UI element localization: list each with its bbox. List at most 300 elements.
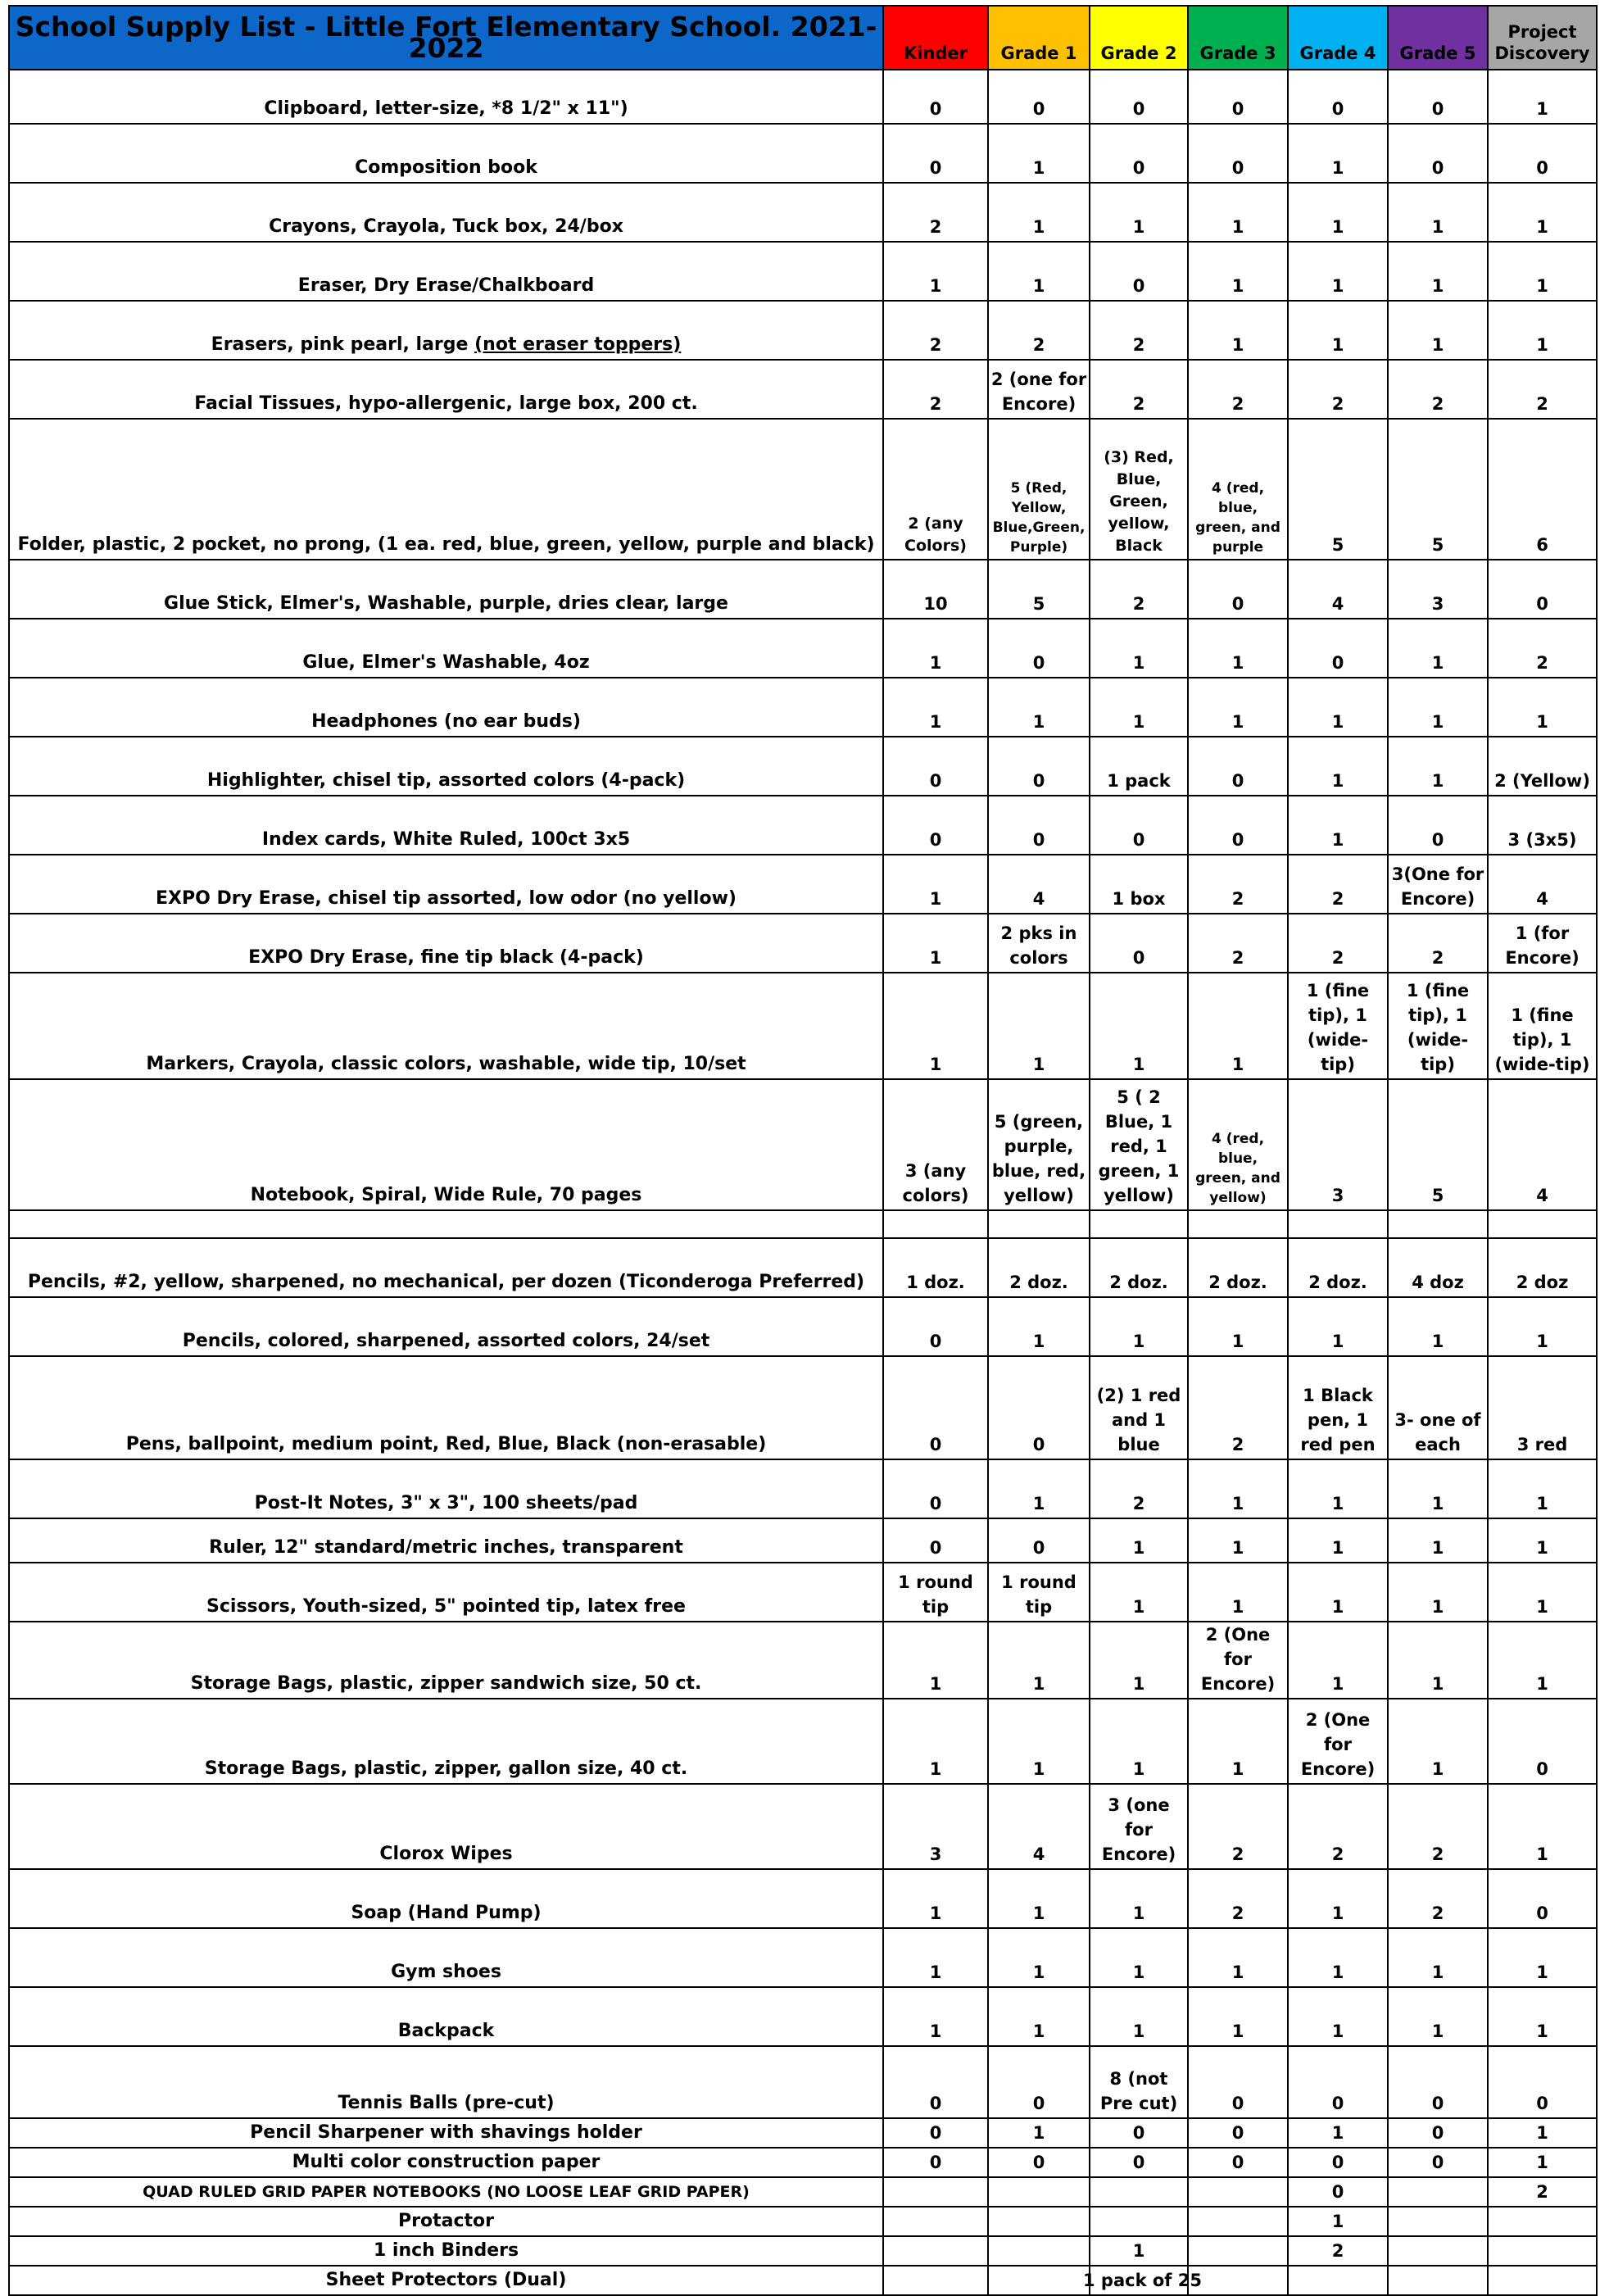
table-row xyxy=(9,360,1597,419)
item-name-text: Post-It Notes, 3" x 3", 100 sheets/pad xyxy=(254,1493,638,1513)
item-name-text: Highlighter, chisel tip, assorted colors (4-pack) xyxy=(206,770,686,791)
quantity-cell: 1 xyxy=(1388,1563,1488,1622)
item-name xyxy=(9,2118,883,2148)
item-name xyxy=(9,1699,883,1784)
quantity-cell: 1 xyxy=(1388,301,1488,360)
quantity-cell: 1 xyxy=(883,678,988,737)
quantity-cell: 2 xyxy=(1188,914,1288,973)
quantity-cell: 1 xyxy=(883,973,988,1079)
quantity-cell: 2 xyxy=(988,301,1090,360)
quantity-cell: 0 xyxy=(1188,796,1288,855)
quantity-cell: 0 xyxy=(1188,2118,1288,2148)
quantity-cell: 2 doz. xyxy=(1288,1238,1388,1297)
quantity-cell: 2 (any Colors) xyxy=(883,419,988,560)
item-name-text: 1 inch Binders xyxy=(373,2240,519,2261)
quantity-cell: 1 xyxy=(1488,1518,1597,1563)
quantity-cell: 1 xyxy=(1288,183,1388,242)
quantity-cell: 1 xyxy=(1288,2207,1388,2236)
quantity-cell: 5 xyxy=(1388,1079,1488,1210)
item-name-text: Pencils, #2, yellow, sharpened, no mechanical, per dozen (Ticonderoga Preferred) xyxy=(27,1272,865,1292)
quantity-cell: 1 xyxy=(1288,301,1388,360)
quantity-cell: 3 xyxy=(883,1784,988,1869)
quantity-cell: (2) 1 red and 1 blue xyxy=(1090,1356,1188,1459)
quantity-cell: 1 xyxy=(1388,1699,1488,1784)
item-name-text: Facial Tissues, hypo-allergenic, large box, 200 ct. xyxy=(194,393,698,414)
item-name xyxy=(9,1987,883,2046)
quantity-cell: 1 xyxy=(1388,1297,1488,1356)
quantity-cell: 2 xyxy=(1288,914,1388,973)
item-name xyxy=(9,2207,883,2236)
quantity-cell: 1 xyxy=(1090,1622,1188,1699)
supply-table xyxy=(8,5,1598,2296)
quantity-cell: 1 xyxy=(1288,737,1388,796)
quantity-cell: 1 xyxy=(883,1987,988,2046)
item-name-text: Ruler, 12" standard/metric inches, transparent xyxy=(209,1537,683,1558)
item-name xyxy=(9,301,883,360)
quantity-cell: 1 xyxy=(1488,1784,1597,1869)
item-name xyxy=(9,855,883,914)
quantity-cell: 1 xyxy=(1188,1518,1288,1563)
item-name-text: Folder, plastic, 2 pocket, no prong, (1 ea. red, blue, green, yellow, purple and black) xyxy=(17,534,875,555)
quantity-cell: 1 xyxy=(1288,1987,1388,2046)
quantity-cell: 1 xyxy=(1388,1518,1488,1563)
item-name-text: Pencils, colored, sharpened, assorted colors, 24/set xyxy=(182,1331,710,1351)
quantity-cell: 0 xyxy=(1388,124,1488,183)
quantity-cell: 1 xyxy=(1388,242,1488,301)
quantity-cell: 1 xyxy=(1388,1459,1488,1518)
quantity-cell: 1 xyxy=(1288,242,1388,301)
quantity-cell: 10 xyxy=(883,560,988,619)
item-name xyxy=(9,70,883,124)
col-header-grade-4: Grade 4 xyxy=(1288,6,1388,70)
item-name-text: Multi color construction paper xyxy=(292,2152,601,2172)
item-name-text: Scissors, Youth-sized, 5" pointed tip, latex free xyxy=(206,1596,686,1617)
quantity-cell: 1 xyxy=(988,1699,1090,1784)
table-row xyxy=(9,973,1597,1079)
table-row xyxy=(9,1210,1597,1238)
quantity-cell: 2 xyxy=(1388,360,1488,419)
quantity-cell: 1 xyxy=(1488,678,1597,737)
quantity-cell xyxy=(1090,1210,1188,1238)
item-name-text: Markers, Crayola, classic colors, washable, wide tip, 10/set xyxy=(146,1054,746,1074)
quantity-cell: 2 xyxy=(1090,360,1188,419)
quantity-cell: 2 xyxy=(1288,2236,1388,2266)
col-header-grade-3: Grade 3 xyxy=(1188,6,1288,70)
quantity-cell: 0 xyxy=(1090,796,1188,855)
item-name-text: Eraser, Dry Erase/Chalkboard xyxy=(297,275,595,296)
quantity-cell: 1 xyxy=(988,1622,1090,1699)
quantity-cell: 2 xyxy=(1488,360,1597,419)
item-name xyxy=(9,619,883,678)
item-name xyxy=(9,973,883,1079)
item-name-text: Clipboard, letter-size, *8 1/2" x 11") xyxy=(264,98,628,119)
quantity-cell: 2 (Yellow) xyxy=(1488,737,1597,796)
table-row xyxy=(9,560,1597,619)
quantity-cell: 0 xyxy=(1288,70,1388,124)
table-row xyxy=(9,1356,1597,1459)
quantity-cell: 1 xyxy=(1288,1928,1388,1987)
quantity-cell: 0 xyxy=(1188,737,1288,796)
quantity-cell: 3 xyxy=(1288,1079,1388,1210)
quantity-cell: 0 xyxy=(1288,2148,1388,2177)
quantity-cell: 1 xyxy=(988,1459,1090,1518)
quantity-cell: 2 xyxy=(1090,1459,1188,1518)
quantity-cell: 2 xyxy=(883,301,988,360)
quantity-cell: 0 xyxy=(1090,242,1188,301)
quantity-cell: 1 doz. xyxy=(883,1238,988,1297)
item-name xyxy=(9,2266,883,2295)
table-row xyxy=(9,1622,1597,1699)
quantity-cell: 2 (One for Encore) xyxy=(1188,1622,1288,1699)
item-name xyxy=(9,2177,883,2207)
quantity-cell: 4 xyxy=(988,1784,1090,1869)
quantity-cell: 1 xyxy=(1388,1987,1488,2046)
table-row xyxy=(9,2236,1597,2266)
item-name xyxy=(9,737,883,796)
quantity-cell: 0 xyxy=(1488,1699,1597,1784)
item-name xyxy=(9,2236,883,2266)
table-row xyxy=(9,855,1597,914)
quantity-cell xyxy=(988,2236,1090,2266)
quantity-cell: 1 xyxy=(883,855,988,914)
quantity-cell: 1 xyxy=(1188,1699,1288,1784)
table-row xyxy=(9,2266,1597,2295)
table-row xyxy=(9,1459,1597,1518)
quantity-cell: 0 xyxy=(1388,796,1488,855)
table-row xyxy=(9,1699,1597,1784)
quantity-cell: 5 (Red, Yellow, Blue,Green, Purple) xyxy=(988,419,1090,560)
quantity-cell: 1 xyxy=(1188,183,1288,242)
quantity-cell: 2 doz. xyxy=(1090,1238,1188,1297)
quantity-cell: 0 xyxy=(883,1297,988,1356)
quantity-cell xyxy=(1188,2177,1288,2207)
quantity-cell: 1 pack xyxy=(1090,737,1188,796)
table-row xyxy=(9,183,1597,242)
quantity-cell xyxy=(988,2207,1090,2236)
quantity-cell: 1 xyxy=(883,242,988,301)
quantity-cell: 0 xyxy=(1188,2148,1288,2177)
quantity-cell: 1 xyxy=(1488,1622,1597,1699)
quantity-cell xyxy=(883,2236,988,2266)
item-name-note: (not eraser toppers) xyxy=(474,334,682,355)
quantity-cell: 0 xyxy=(1388,2148,1488,2177)
quantity-cell: 1 xyxy=(1288,1459,1388,1518)
quantity-cell xyxy=(1090,2207,1188,2236)
sheet-protectors-note: 1 pack of 25 xyxy=(1083,2271,1202,2290)
quantity-cell: 0 xyxy=(883,2148,988,2177)
quantity-cell: 0 xyxy=(1388,2046,1488,2118)
quantity-cell: 2 xyxy=(1188,1784,1288,1869)
quantity-cell: 1 (fine tip), 1 (wide-tip) xyxy=(1288,973,1388,1079)
table-body xyxy=(9,70,1597,2295)
quantity-cell: 1 xyxy=(1188,678,1288,737)
quantity-cell: 5 (green, purple, blue, red, yellow) xyxy=(988,1079,1090,1210)
quantity-cell: 4 xyxy=(1288,560,1388,619)
quantity-cell: 1 round tip xyxy=(883,1563,988,1622)
quantity-cell: 8 (not Pre cut) xyxy=(1090,2046,1188,2118)
item-name-text: Storage Bags, plastic, zipper sandwich size, 50 ct. xyxy=(190,1673,702,1694)
quantity-cell: 1 xyxy=(1188,242,1288,301)
table-row xyxy=(9,1079,1597,1210)
quantity-cell: 1 xyxy=(988,1987,1090,2046)
quantity-cell: 0 xyxy=(883,1518,988,1563)
quantity-cell: 1 xyxy=(1188,1297,1288,1356)
quantity-cell: 0 xyxy=(1288,2177,1388,2207)
item-name-text: Glue Stick, Elmer's, Washable, purple, dries clear, large xyxy=(164,593,728,614)
quantity-cell: 0 xyxy=(988,2046,1090,2118)
header-row xyxy=(9,6,1597,70)
item-name xyxy=(9,1079,883,1210)
item-name xyxy=(9,1622,883,1699)
quantity-cell: 1 xyxy=(1388,619,1488,678)
quantity-cell: 4 xyxy=(1488,855,1597,914)
quantity-cell: 1 xyxy=(883,1869,988,1928)
quantity-cell xyxy=(1488,2207,1597,2236)
quantity-cell: 4 (red, blue, green, and yellow) xyxy=(1188,1079,1288,1210)
table-row xyxy=(9,70,1597,124)
quantity-cell xyxy=(883,1210,988,1238)
quantity-cell: 4 doz xyxy=(1388,1238,1488,1297)
table-row xyxy=(9,1297,1597,1356)
quantity-cell: 1 xyxy=(1090,1563,1188,1622)
quantity-cell: 1 (fine tip), 1 (wide-tip) xyxy=(1488,973,1597,1079)
quantity-cell: 0 xyxy=(1388,2118,1488,2148)
quantity-cell: 1 xyxy=(1188,301,1288,360)
quantity-cell xyxy=(988,2177,1090,2207)
quantity-cell: 2 xyxy=(1188,855,1288,914)
item-name-text: Headphones (no ear buds) xyxy=(311,711,581,732)
quantity-cell: 1 xyxy=(1188,1459,1288,1518)
quantity-cell: 1 xyxy=(1488,1928,1597,1987)
quantity-cell: (3) Red, Blue, Green, yellow, Black xyxy=(1090,419,1188,560)
quantity-cell: 0 xyxy=(883,124,988,183)
quantity-cell: 1 xyxy=(1388,1622,1488,1699)
quantity-cell: 4 xyxy=(1488,1079,1597,1210)
quantity-cell: 0 xyxy=(883,796,988,855)
quantity-cell: 1 Black pen, 1 red pen xyxy=(1288,1356,1388,1459)
quantity-cell: 1 xyxy=(1288,1297,1388,1356)
quantity-cell xyxy=(1388,2266,1488,2295)
quantity-cell xyxy=(988,1210,1090,1238)
quantity-cell: 1 xyxy=(1288,1563,1388,1622)
quantity-cell: 0 xyxy=(1090,124,1188,183)
quantity-cell: 3 xyxy=(1388,560,1488,619)
quantity-cell: 1 xyxy=(1288,678,1388,737)
item-name xyxy=(9,2148,883,2177)
quantity-cell: 0 xyxy=(883,1356,988,1459)
item-name-text: Glue, Elmer's Washable, 4oz xyxy=(302,652,590,673)
col-header-grade-5: Grade 5 xyxy=(1388,6,1488,70)
quantity-cell: 1 xyxy=(1090,1987,1188,2046)
quantity-cell: 1 xyxy=(883,1699,988,1784)
quantity-cell: 2 xyxy=(883,183,988,242)
quantity-cell: 1 xyxy=(1188,1563,1288,1622)
quantity-cell: 0 xyxy=(1488,2046,1597,2118)
quantity-cell: 1 xyxy=(1090,2236,1188,2266)
item-name xyxy=(9,914,883,973)
quantity-cell xyxy=(1288,1210,1388,1238)
quantity-cell: 2 pks in colors xyxy=(988,914,1090,973)
quantity-cell: 1 xyxy=(1388,737,1488,796)
item-name-text: Pencil Sharpener with shavings holder xyxy=(250,2122,642,2143)
quantity-cell: 1 (for Encore) xyxy=(1488,914,1597,973)
table-row xyxy=(9,301,1597,360)
quantity-cell: 2 xyxy=(1188,1869,1288,1928)
quantity-cell xyxy=(1288,2266,1388,2295)
quantity-cell xyxy=(1488,2236,1597,2266)
table-row xyxy=(9,1869,1597,1928)
item-name-text: EXPO Dry Erase, fine tip black (4-pack) xyxy=(248,947,644,968)
quantity-cell: 2 (one for Encore) xyxy=(988,360,1090,419)
quantity-cell: 1 xyxy=(1090,1928,1188,1987)
quantity-cell: 1 xyxy=(988,2118,1090,2148)
quantity-cell: 1 xyxy=(1388,183,1488,242)
item-name xyxy=(9,1784,883,1869)
quantity-cell: 1 xyxy=(988,678,1090,737)
item-name-text: Protactor xyxy=(398,2211,494,2231)
quantity-cell: 2 xyxy=(1488,2177,1597,2207)
quantity-cell xyxy=(1488,1210,1597,1238)
quantity-cell: 1 xyxy=(988,1869,1090,1928)
item-name-text: QUAD RULED GRID PAPER NOTEBOOKS (NO LOOSE LEAF GRID PAPER) xyxy=(143,2183,750,2201)
item-name xyxy=(9,1238,883,1297)
item-name-text: Sheet Protectors (Dual) xyxy=(325,2270,567,2290)
quantity-cell: 1 xyxy=(1288,796,1388,855)
quantity-cell: 5 xyxy=(988,560,1090,619)
table-row xyxy=(9,914,1597,973)
quantity-cell xyxy=(883,2207,988,2236)
quantity-cell: 0 xyxy=(1188,2046,1288,2118)
table-row xyxy=(9,2046,1597,2118)
quantity-cell: 1 round tip xyxy=(988,1563,1090,1622)
quantity-cell: 4 xyxy=(988,855,1090,914)
quantity-cell: 1 xyxy=(988,183,1090,242)
quantity-cell xyxy=(1188,2207,1288,2236)
item-name xyxy=(9,360,883,419)
quantity-cell: 5 xyxy=(1388,419,1488,560)
quantity-cell: 0 xyxy=(1188,70,1288,124)
quantity-cell: 5 ( 2 Blue, 1 red, 1 green, 1 yellow) xyxy=(1090,1079,1188,1210)
quantity-cell: 1 xyxy=(1488,242,1597,301)
quantity-cell xyxy=(1388,2236,1488,2266)
quantity-cell: 2 xyxy=(1488,619,1597,678)
table-row xyxy=(9,1987,1597,2046)
quantity-cell: 1 xyxy=(1288,1518,1388,1563)
quantity-cell: 2 xyxy=(1388,914,1488,973)
quantity-cell: 2 xyxy=(1188,1356,1288,1459)
quantity-cell: 0 xyxy=(988,619,1090,678)
item-name xyxy=(9,1356,883,1459)
item-name-text: Erasers, pink pearl, large xyxy=(211,334,475,355)
quantity-cell xyxy=(988,2266,1090,2295)
table-row xyxy=(9,1928,1597,1987)
quantity-cell: 1 xyxy=(1488,1987,1597,2046)
quantity-cell xyxy=(1388,2177,1488,2207)
quantity-cell: 6 xyxy=(1488,419,1597,560)
quantity-cell: 1 xyxy=(1090,183,1188,242)
table-row xyxy=(9,1518,1597,1563)
table-row xyxy=(9,2118,1597,2148)
item-name-text: Storage Bags, plastic, zipper, gallon size, 40 ct. xyxy=(204,1758,688,1779)
quantity-cell: 1 xyxy=(1090,1518,1188,1563)
table-row xyxy=(9,796,1597,855)
quantity-cell: 0 xyxy=(883,1459,988,1518)
item-name xyxy=(9,1563,883,1622)
quantity-cell: 0 xyxy=(1288,619,1388,678)
table-row xyxy=(9,678,1597,737)
quantity-cell: 2 (One for Encore) xyxy=(1288,1699,1388,1784)
quantity-cell: 1 xyxy=(1188,973,1288,1079)
quantity-cell: 2 doz. xyxy=(1188,1238,1288,1297)
quantity-cell: 0 xyxy=(883,737,988,796)
quantity-cell: 0 xyxy=(883,2118,988,2148)
quantity-cell: 1 xyxy=(1090,1699,1188,1784)
table-row xyxy=(9,1784,1597,1869)
quantity-cell: 1 xyxy=(1188,1928,1288,1987)
quantity-cell: 0 xyxy=(988,737,1090,796)
item-name xyxy=(9,560,883,619)
quantity-cell: 0 xyxy=(1090,70,1188,124)
quantity-cell xyxy=(1388,1210,1488,1238)
quantity-cell: 1 box xyxy=(1090,855,1188,914)
quantity-cell xyxy=(883,2177,988,2207)
quantity-cell: 4 (red, blue, green, and purple xyxy=(1188,419,1288,560)
item-name xyxy=(9,1459,883,1518)
quantity-cell: 0 xyxy=(988,2148,1090,2177)
item-name xyxy=(9,124,883,183)
quantity-cell: 1 xyxy=(1388,678,1488,737)
quantity-cell: 0 xyxy=(1188,560,1288,619)
item-name xyxy=(9,1518,883,1563)
quantity-cell: 3 (any colors) xyxy=(883,1079,988,1210)
quantity-cell: 1 xyxy=(988,242,1090,301)
table-row xyxy=(9,124,1597,183)
quantity-cell: 0 xyxy=(988,1518,1090,1563)
col-header-project-discovery: Project Discovery xyxy=(1488,6,1597,70)
quantity-cell: 0 xyxy=(883,2046,988,2118)
item-name-text: Soap (Hand Pump) xyxy=(351,1903,542,1923)
quantity-cell: 2 xyxy=(1188,360,1288,419)
quantity-cell: 1 xyxy=(1488,2148,1597,2177)
quantity-cell: 2 xyxy=(1388,1869,1488,1928)
col-header-grade-1: Grade 1 xyxy=(988,6,1090,70)
quantity-cell: 0 xyxy=(883,70,988,124)
quantity-cell xyxy=(883,2266,988,2295)
quantity-cell: 1 xyxy=(1488,2118,1597,2148)
quantity-cell: 0 xyxy=(1288,2046,1388,2118)
quantity-cell: 1 xyxy=(1090,619,1188,678)
quantity-cell: 1 xyxy=(1488,70,1597,124)
quantity-cell: 0 xyxy=(1188,124,1288,183)
table-row xyxy=(9,1563,1597,1622)
quantity-cell: 3 (one for Encore) xyxy=(1090,1784,1188,1869)
item-name-text: Index cards, White Ruled, 100ct 3x5 xyxy=(261,829,631,850)
quantity-cell xyxy=(1090,2177,1188,2207)
item-name-text: EXPO Dry Erase, chisel tip assorted, low odor (no yellow) xyxy=(156,888,737,909)
quantity-cell: 1 xyxy=(1488,1563,1597,1622)
item-name xyxy=(9,242,883,301)
quantity-cell: 2 doz xyxy=(1488,1238,1597,1297)
table-row xyxy=(9,2148,1597,2177)
item-name xyxy=(9,1297,883,1356)
quantity-cell: 1 xyxy=(988,973,1090,1079)
quantity-cell: 2 doz. xyxy=(988,1238,1090,1297)
item-name xyxy=(9,419,883,560)
quantity-cell: 0 xyxy=(1388,70,1488,124)
table-row xyxy=(9,619,1597,678)
quantity-cell: 1 xyxy=(1288,124,1388,183)
quantity-cell: 0 xyxy=(1488,1869,1597,1928)
